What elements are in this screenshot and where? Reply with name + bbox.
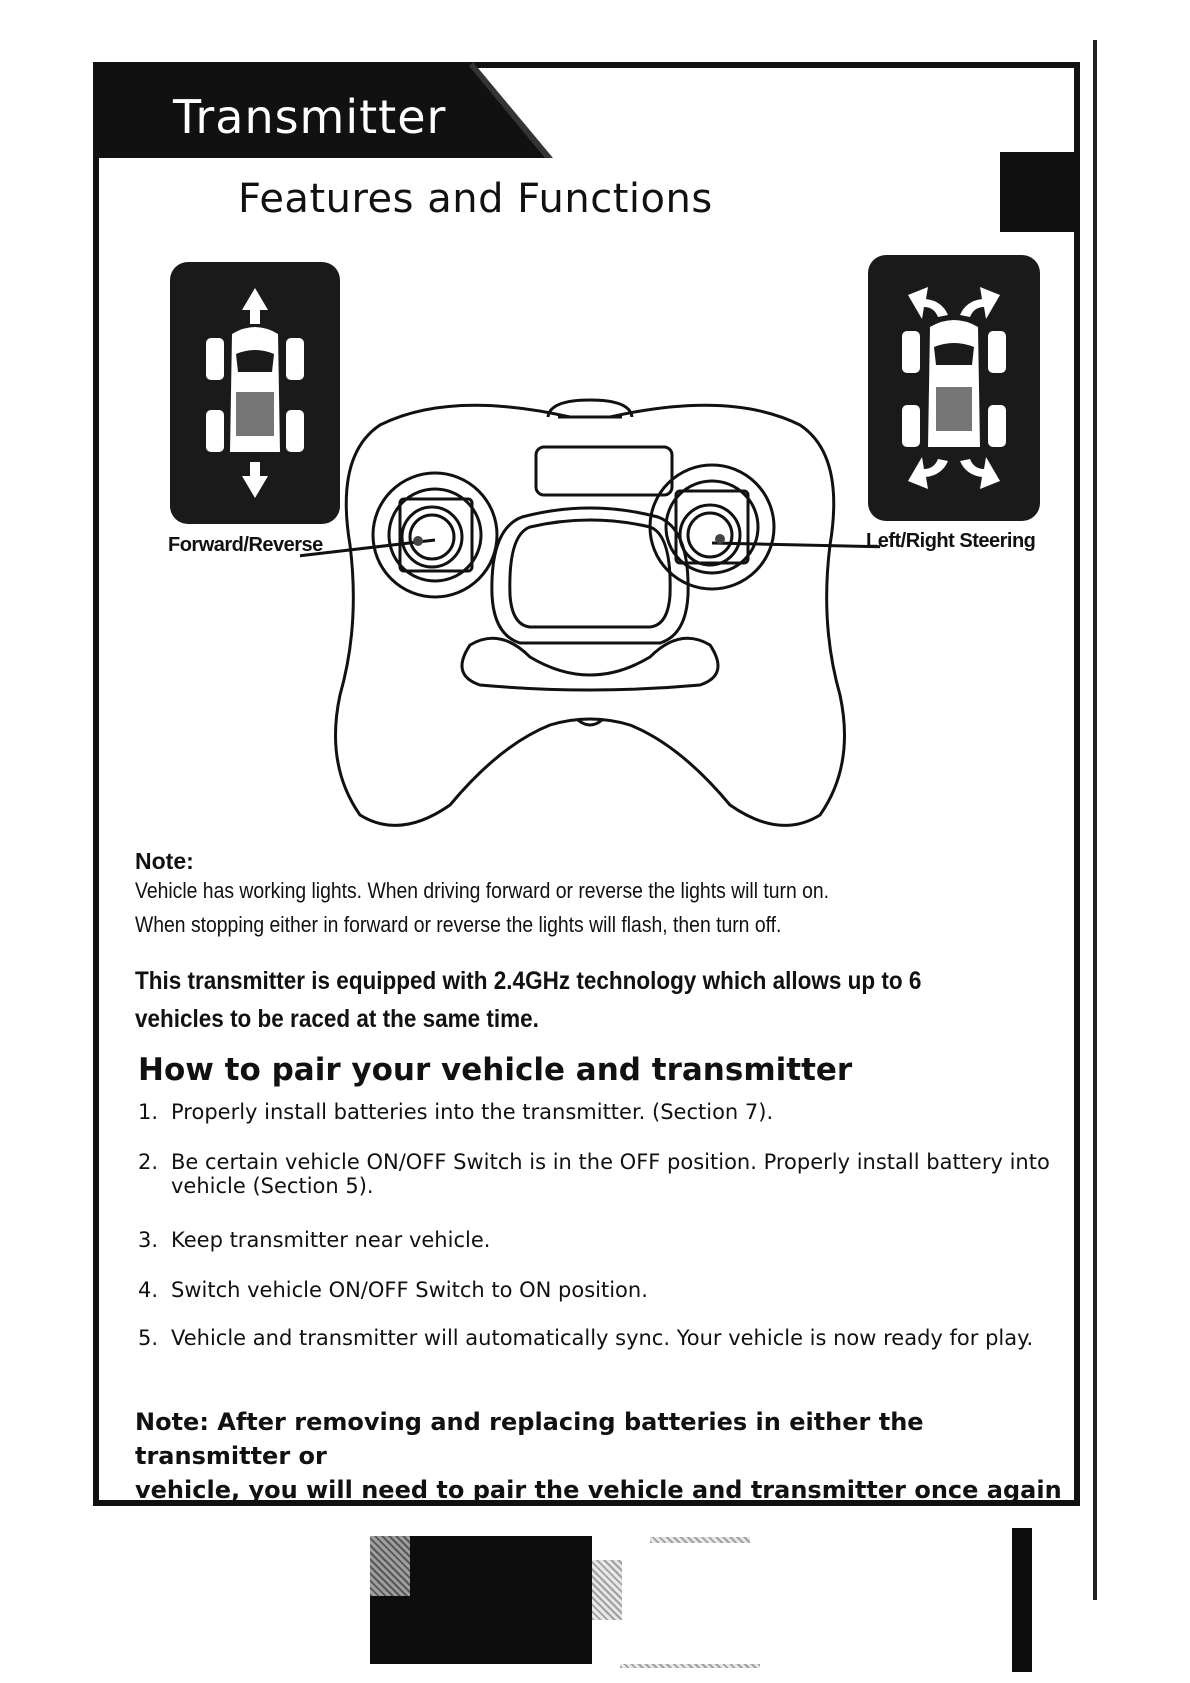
scan-smudge [370, 1536, 410, 1596]
step-text: Vehicle and transmitter will automatically sync. Your vehicle is now ready for play. [171, 1326, 1034, 1350]
forward-reverse-label: Forward/Reverse [168, 534, 323, 556]
section-subtitle: Features and Functions [238, 176, 713, 222]
step-text: Properly install batteries into the transmitter. (Section 7). [171, 1100, 774, 1124]
step-text: Keep transmitter near vehicle. [171, 1228, 491, 1252]
scan-smudge [650, 1537, 750, 1543]
transmitter-illustration [300, 395, 880, 855]
note-heading: Note: [135, 848, 194, 874]
note-text-line: When stopping either in forward or reverse the lights will flash, then turn off. [135, 912, 782, 937]
step-number: 2. [138, 1150, 159, 1174]
step-number: 5. [138, 1326, 159, 1350]
pairing-note-line: vehicle, you will need to pair the vehicle and transmitter once again [135, 1476, 1062, 1504]
steering-icon [868, 255, 1040, 521]
technology-paragraph [135, 962, 945, 1038]
step-number: 1. [138, 1100, 159, 1124]
technology-line: vehicles to be raced at the same time. [135, 1005, 539, 1033]
pairing-heading: How to pair your vehicle and transmitter [138, 1052, 853, 1088]
page-title: Transmitter [173, 90, 447, 144]
left-right-steering-label: Left/Right Steering [866, 530, 1036, 552]
technology-line: This transmitter is equipped with 2.4GHz technology which allows up to 6 [135, 967, 922, 995]
header-banner [93, 62, 553, 158]
step-number: 3. [138, 1228, 159, 1252]
page-edge-line [1093, 40, 1097, 1600]
scan-smudge [592, 1560, 622, 1620]
step-number: 4. [138, 1278, 159, 1302]
scan-smudge [620, 1664, 760, 1668]
step-text: Switch vehicle ON/OFF Switch to ON position. [171, 1278, 648, 1302]
pairing-note [135, 1405, 1065, 1507]
pairing-note-line: Note: After removing and replacing batteries in either the transmitter or [135, 1408, 924, 1470]
step-text: Be certain vehicle ON/OFF Switch is in the OFF position. Properly install battery into vehicle (Section 5). [171, 1150, 1050, 1198]
section-marker [1000, 152, 1078, 232]
redaction-block [1012, 1528, 1032, 1672]
note-text-line: Vehicle has working lights. When driving forward or reverse the lights will turn on. [135, 878, 830, 903]
